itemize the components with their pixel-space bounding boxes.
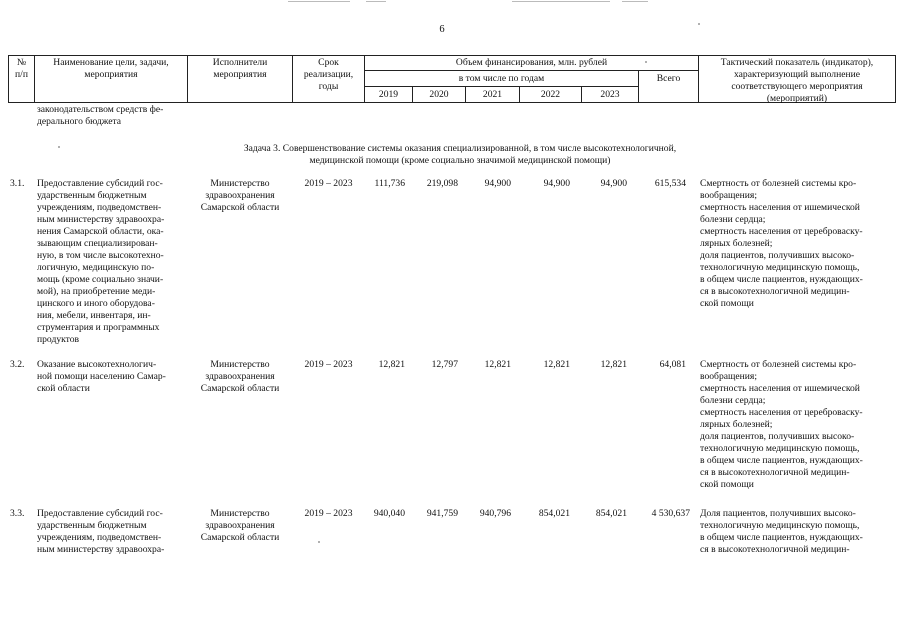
row-number: 3.2.	[10, 359, 25, 370]
scan-artifact	[622, 1, 648, 2]
scan-speck	[698, 23, 700, 25]
row-value-2022: 94,900	[543, 178, 570, 189]
row-value-2021: 12,821	[484, 359, 511, 370]
row-total: 64,081	[659, 359, 686, 370]
scan-speck	[645, 61, 647, 63]
row-term: 2019 – 2023	[304, 359, 353, 370]
header-by-years: в том числе по годам	[458, 73, 545, 84]
row-term: 2019 – 2023	[304, 508, 353, 519]
row-value-2020: 941,759	[426, 508, 458, 519]
header-year-2022: 2022	[540, 89, 561, 100]
header-executors: Исполнители мероприятия	[212, 57, 268, 80]
page-number: 6	[439, 24, 445, 35]
scan-artifact	[366, 1, 386, 2]
task-title: Задача 3. Совершенствование системы оказания специализированной, в том числе высокотехнологичной, медицинской помощи (кроме социально значимой медицинской помощи)	[243, 143, 677, 166]
row-name: Предоставление субсидий гос- ударственным бюджетным учреждениям, подведомствен- ным министерству здравоохра-	[37, 508, 165, 555]
row-term: 2019 – 2023	[304, 178, 353, 189]
header-year-2019: 2019	[378, 89, 399, 100]
scan-speck	[58, 146, 60, 148]
row-value-2023: 854,021	[595, 508, 627, 519]
header-name: Наименование цели, задачи, мероприятия	[53, 57, 169, 80]
header-year-2023: 2023	[600, 89, 620, 100]
row-value-2019: 940,040	[373, 508, 405, 519]
row-number: 3.3.	[10, 508, 25, 519]
row-value-2020: 219,098	[426, 178, 458, 189]
row-number: 3.1.	[10, 178, 25, 189]
header-num: № п/п	[15, 57, 28, 80]
row-indicator: Смертность от болезней системы кро- вообращения; смертность населения от ишемической болезни сердца; смертность населения от цереброваску- лярных болезней; доля пациентов, получивших высоко- технологичную медицинскую помощь, в общем числе пациентов, нуждающих- ся в высокотехнологичной медицин- ской помощи	[700, 178, 863, 309]
row-value-2023: 94,900	[600, 178, 627, 189]
scan-artifact	[512, 1, 610, 2]
scan-speck	[318, 541, 320, 543]
row-name: Оказание высокотехнологич- ной помощи населению Самар- ской области	[37, 359, 166, 394]
row-value-2020: 12,797	[431, 359, 458, 370]
carry-over-text: законодательством средств фе- дерального бюджета	[37, 104, 164, 127]
row-executor: Министерство здравоохранения Самарской области	[200, 178, 280, 213]
header-total: Всего	[656, 73, 681, 84]
row-value-2019: 111,736	[374, 178, 405, 189]
header-funding: Объем финансирования, млн. рублей	[455, 57, 608, 68]
row-value-2019: 12,821	[378, 359, 405, 370]
row-indicator: Доля пациентов, получивших высоко- технологичную медицинскую помощь, в общем числе пациентов, нуждающих- ся в высокотехнологичной медицин-	[700, 508, 863, 555]
row-name: Предоставление субсидий гос- ударственным бюджетным учреждениям, подведомствен- ным министерству здравоохра- нения Самарской области, ока- зывающим специализирован- ную, в том числе высокотехно- логичную, медицинскую по- мощь (кроме социально значи- мой), на приобретение меди- цинского и иного оборудова- ния, мебели, инвентаря, ин- струментария и программных продуктов	[37, 178, 165, 345]
row-executor: Министерство здравоохранения Самарской области	[200, 508, 280, 543]
row-value-2021: 94,900	[484, 178, 511, 189]
row-value-2023: 12,821	[600, 359, 627, 370]
header-year-2021: 2021	[482, 89, 503, 100]
header-indicator: Тактический показатель (индикатор), характеризующий выполнение соответствующего мероприятия (мероприятий)	[720, 57, 874, 104]
row-total: 4 530,637	[651, 508, 690, 519]
row-total: 615,534	[654, 178, 686, 189]
header-term: Срок реализации, годы	[303, 57, 354, 92]
row-executor: Министерство здравоохранения Самарской области	[200, 359, 280, 394]
header-year-2020: 2020	[429, 89, 449, 100]
row-value-2022: 854,021	[538, 508, 570, 519]
row-value-2021: 940,796	[479, 508, 511, 519]
row-value-2022: 12,821	[543, 359, 570, 370]
row-indicator: Смертность от болезней системы кро- вообращения; смертность населения от ишемической болезни сердца; смертность населения от цереброваску- лярных болезней; доля пациентов, получивших высоко- технологичную медицинскую помощь, в общем числе пациентов, нуждающих- ся в высокотехнологичной медицин- ской помощи	[700, 359, 863, 490]
scan-artifact	[288, 1, 350, 2]
